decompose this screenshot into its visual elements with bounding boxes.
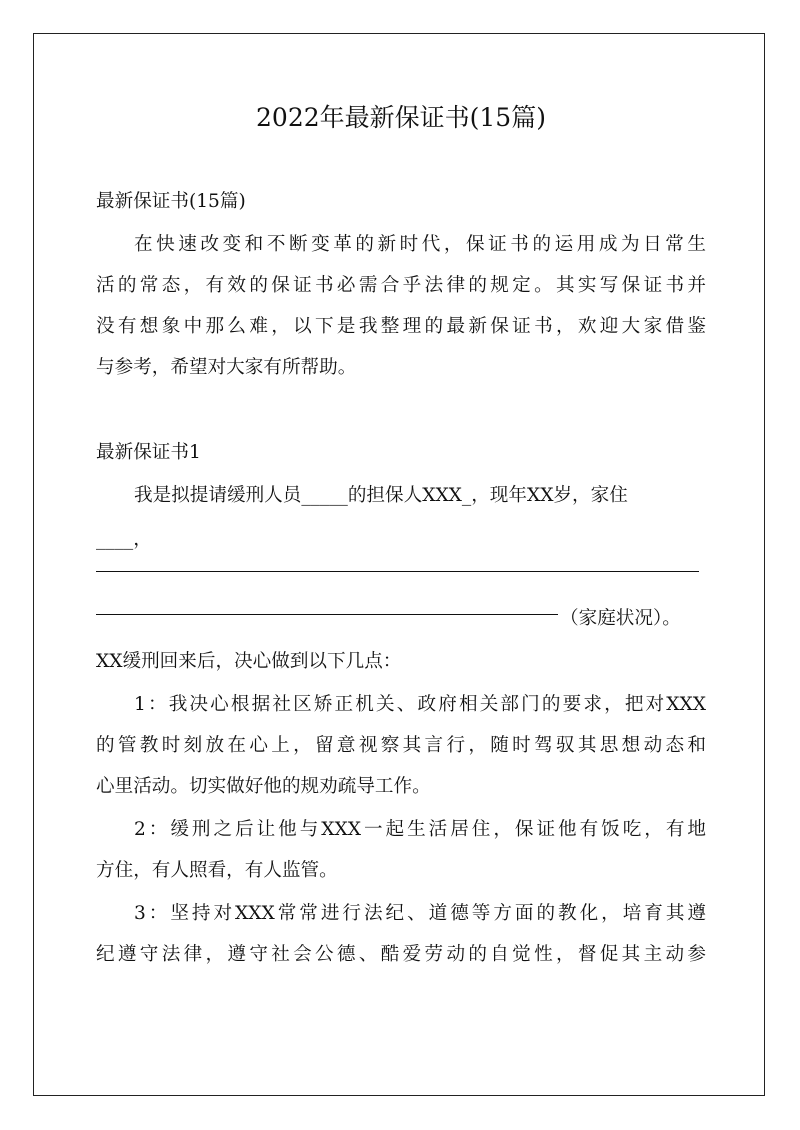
paragraph-line: 纪遵守法律，遵守社会公德、酷爱劳动的自觉性，督促其主动参	[96, 944, 706, 965]
paragraph-line: 没有想象中那么难，以下是我整理的最新保证书，欢迎大家借鉴	[96, 316, 706, 337]
blank-fill-line	[96, 614, 558, 615]
paragraph-line: 我是拟提请缓刑人员_____的担保人XXX_，现年XX岁，家住	[134, 485, 628, 506]
paragraph-line: 活的常态，有效的保证书必需合乎法律的规定。其实写保证书并	[96, 275, 706, 296]
section-heading: 最新保证书1	[96, 442, 201, 463]
paragraph-line: 心里活动。切实做好他的规劝疏导工作。	[96, 776, 431, 797]
paragraph-line: 与参考，希望对大家有所帮助。	[96, 357, 357, 378]
paragraph-line: 的管教时刻放在心上，留意视察其言行，随时驾驭其思想动态和	[96, 735, 706, 756]
paragraph-line: ____，	[96, 529, 152, 550]
paragraph-line: （家庭状况）。	[560, 608, 681, 629]
blank-fill-line	[96, 571, 699, 572]
paragraph-line: 3：坚持对XXX常常进行法纪、道德等方面的教化，培育其遵	[134, 903, 706, 924]
document-title: 2022年最新保证书(15篇)	[256, 103, 546, 132]
section-heading: 最新保证书(15篇)	[96, 191, 246, 212]
paragraph-line: 在快速改变和不断变革的新时代，保证书的运用成为日常生	[134, 234, 706, 255]
paragraph-line: 2：缓刑之后让他与XXX一起生活居住，保证他有饭吃，有地	[134, 819, 706, 840]
paragraph-line: 方住，有人照看，有人监管。	[96, 860, 338, 881]
paragraph-line: 1：我决心根据社区矫正机关、政府相关部门的要求，把对XXX	[134, 694, 706, 715]
paragraph-line: XX缓刑回来后，决心做到以下几点：	[96, 651, 402, 672]
